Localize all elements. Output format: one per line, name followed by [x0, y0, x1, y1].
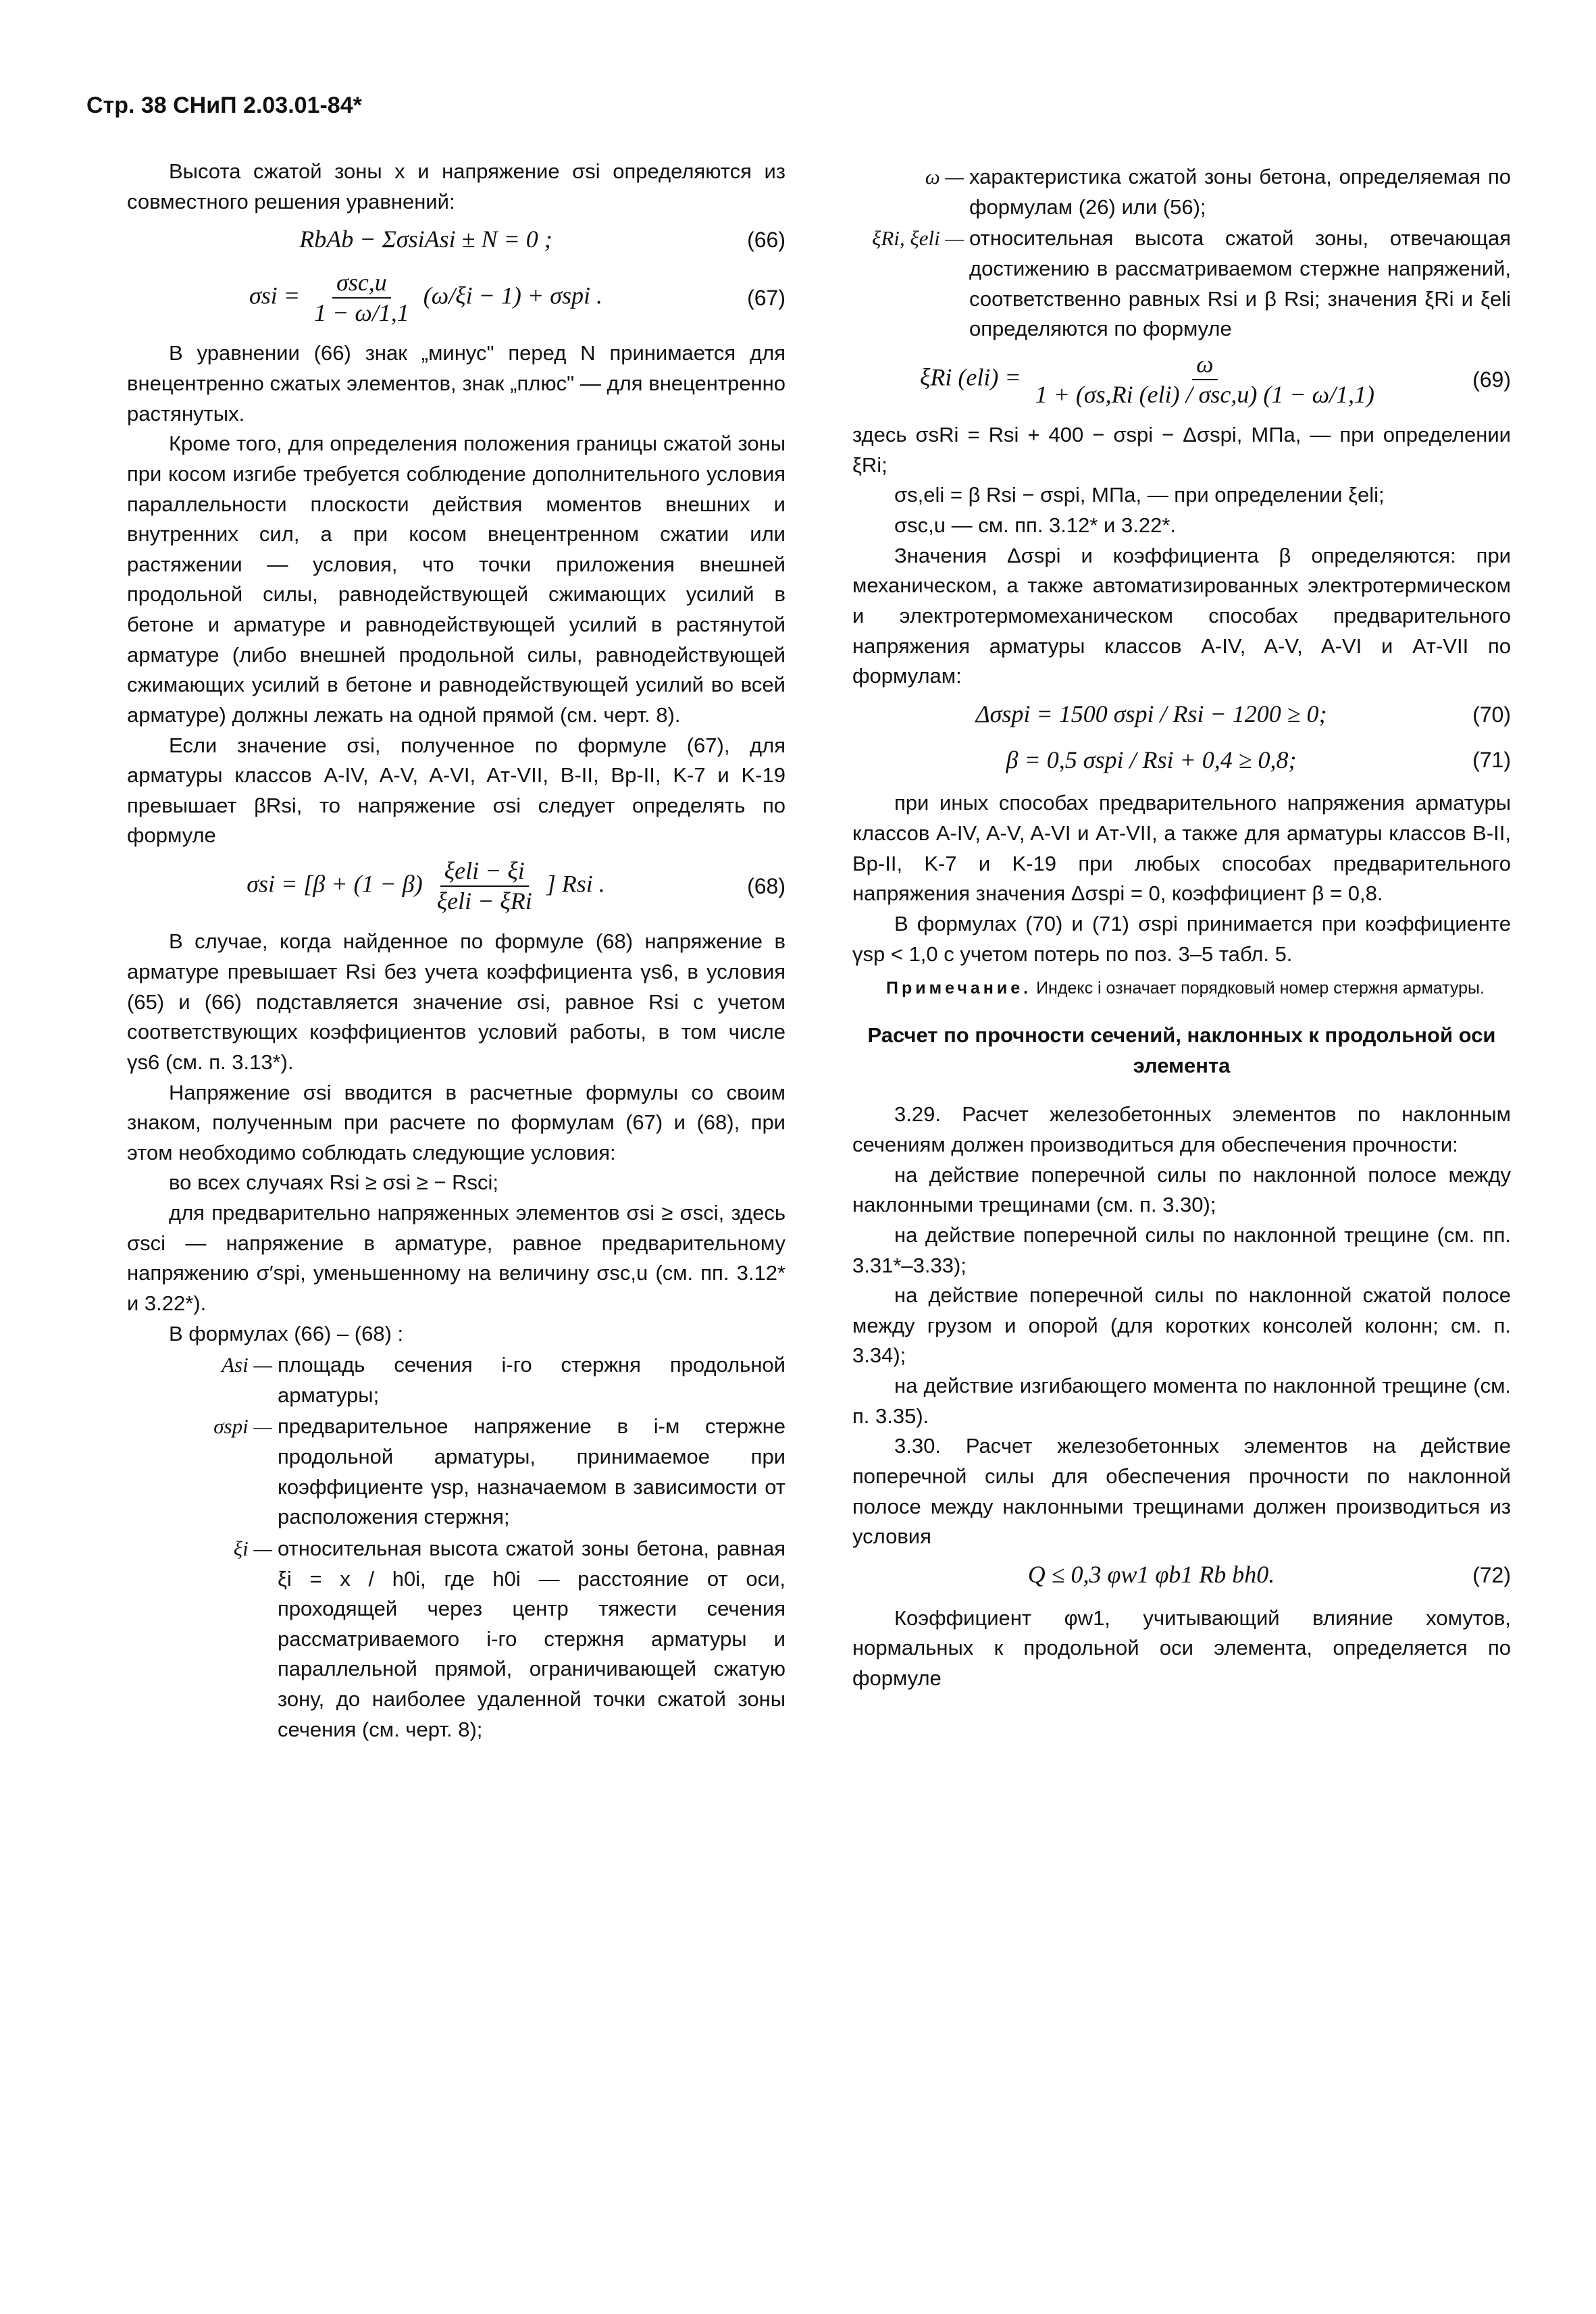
paragraph: В формулах (66) – (68) : — [169, 1321, 404, 1345]
definition-symbol: ξi — — [233, 1536, 272, 1560]
fraction-denominator: ξeli − ξRi — [436, 888, 532, 915]
note-label: Примечание. — [886, 979, 1032, 998]
fraction — [433, 856, 536, 916]
paragraph: здесь σsRi = Rsi + 400 − σspi − Δσspi, МПа, — при определении ξRi; — [852, 423, 1511, 477]
formula-lhs: σsi = — [247, 870, 298, 898]
fraction-numerator: σsc,u — [332, 268, 391, 299]
fraction-denominator: 1 − ω/1,1 — [314, 299, 409, 327]
formula-72 — [852, 1558, 1511, 1593]
fraction — [310, 268, 413, 328]
definition-item — [127, 1350, 786, 1410]
formula-67 — [127, 268, 786, 328]
paragraph: Коэффициент φw1, учитывающий влияние хомутов, нормальных к продольной оси элемента, определяется по формуле — [852, 1605, 1511, 1690]
definition-symbol: Asi — — [222, 1353, 272, 1377]
definition-item — [127, 1534, 786, 1745]
formula-66 — [127, 222, 786, 257]
section-heading: Расчет по прочности сечений, наклонных к продольной оси элемента — [867, 1023, 1496, 1077]
formula-69 — [852, 350, 1511, 409]
definition-symbol: σspi — — [213, 1414, 272, 1439]
formula-number: (70) — [1472, 702, 1511, 727]
formula-part: [β + (1 − β) — [303, 870, 423, 898]
paragraph: Кроме того, для определения положения границы сжатой зоны при косом изгибе требуется соблюдение дополнительного условия параллельности плоскости действия моментов внешних и внутренних сил, а при косом внецентренном сжатии или растяжении — условия, что точки приложения внешней продольной силы, равнодействующей сжимающих усилий в бетоне и арматуре и равнодействующей усилий в растянутой арматуре (либо внешней продольной силы, равнодействующей сжимающих усилий в бетоне и равнодействующей усилий во всей арматуре) должны лежать на одной прямой (см. черт. 8). — [127, 432, 786, 727]
formula-number: (72) — [1472, 1562, 1511, 1587]
fraction — [1031, 350, 1379, 409]
page-header: Стр. 38 СНиП 2.03.01-84* — [86, 93, 362, 118]
fraction-numerator: ξeli − ξi — [440, 856, 529, 887]
formula-expression: Q ≤ 0,3 φw1 φb1 Rb bh0. — [1027, 1560, 1275, 1588]
formula-71 — [852, 743, 1511, 778]
formula-68 — [127, 856, 786, 916]
paragraph: для предварительно напряженных элементов σsi ≥ σsci, здесь σsci — напряжение в арматуре, равное предварительному напряжению σ′spi, уменьшенному на величину σsc,u (см. пп. 3.12* и 3.22*). — [127, 1201, 786, 1315]
list-item: на действие поперечной силы по наклонной полосе между наклонными трещинами (см. п. 3.30); — [852, 1162, 1511, 1217]
formula-expression: RbAb − ΣσsiAsi ± N = 0 ; — [299, 226, 552, 253]
formula-number: (71) — [1472, 748, 1511, 773]
paragraph: Высота сжатой зоны x и напряжение σsi определяются из совместного решения уравнений: — [127, 159, 786, 213]
paragraph: Напряжение σsi вводится в расчетные формулы со своим знаком, полученным при расчете по формулам (67) и (68), при этом необходимо соблюдать следующие условия: — [127, 1080, 786, 1164]
paragraph: во всех случаях Rsi ≥ σsi ≥ − Rsci; — [169, 1171, 499, 1195]
formula-70 — [852, 697, 1511, 732]
formula-part: ] Rsi . — [546, 870, 605, 898]
paragraph: σsc,u — см. пп. 3.12* и 3.22*. — [894, 513, 1177, 537]
formula-number: (68) — [747, 874, 786, 899]
fraction-denominator: 1 + (σs,Ri (eli) / σsc,u) (1 − ω/1,1) — [1035, 380, 1375, 408]
formula-number: (67) — [747, 286, 786, 311]
formula-lhs: ξRi (eli) = — [919, 363, 1021, 391]
right-column — [852, 161, 1511, 1693]
definition-item — [852, 162, 1511, 222]
paragraph: Значения Δσspi и коэффициента β определяются: при механическом, а также автоматизированных электротермическом и электротермомеханическом способах предварительного напряжения арматуры классов A-IV, A-V, A-VI и Aт-VII по формулам: — [852, 543, 1511, 688]
formula-expression — [852, 350, 1450, 409]
definition-text: предварительное напряжение в i-м стержне продольной арматуры, принимаемое при коэффициенте γsp, назначаемом в зависимости от расположения стержня; — [278, 1414, 786, 1529]
list-item: на действие поперечной силы по наклонной сжатой полосе между грузом и опорой (для коротких консолей колонн; см. п. 3.34); — [852, 1283, 1511, 1368]
note — [852, 976, 1511, 1000]
formula-lhs: σsi = — [249, 282, 301, 309]
definition-text: относительная высота сжатой зоны бетона, равная ξi = x / h0i, где h0i — расстояние от оси, проходящей через центр тяжести сечения рассматриваемого i-го стержня арматуры и параллельной прямой, ограничивающей сжатую зону, до наиболее удаленной точки сжатой зоны сечения (см. черт. 8); — [278, 1536, 786, 1741]
paragraph: 3.30. Расчет железобетонных элементов на действие поперечной силы для обеспечения прочности по наклонной полосе между наклонными трещинами должен производиться из условия — [852, 1434, 1511, 1549]
definition-symbol: ξRi, ξeli — — [872, 226, 964, 251]
formula-rest: (ω/ξi − 1) + σspi . — [423, 282, 602, 309]
definition-symbol: ω — — [925, 165, 964, 188]
note-text: Индекс i означает порядковый номер стержня арматуры. — [1036, 979, 1485, 998]
formula-expression: Δσspi = 1500 σspi / Rsi − 1200 ≥ 0; — [975, 700, 1327, 727]
definition-text: характеристика сжатой зоны бетона, определяемая по формулам (26) или (56); — [969, 165, 1511, 219]
paragraph: В формулах (70) и (71) σspi принимается при коэффициенте γsp < 1,0 с учетом потерь по поз. 3–5 табл. 5. — [852, 911, 1511, 966]
formula-number: (69) — [1472, 367, 1511, 392]
definition-item — [127, 1412, 786, 1533]
list-item: на действие поперечной силы по наклонной трещине (см. пп. 3.31*–3.33); — [852, 1223, 1511, 1277]
paragraph: Если значение σsi, полученное по формуле (67), для арматуры классов A-IV, A-V, A-VI, Aт-VII, B-II, Вр-II, K-7 и K-19 превышает βRsi, то напряжение σsi следует определять по формуле — [127, 733, 786, 848]
formula-expression — [127, 268, 725, 328]
fraction-numerator: ω — [1192, 350, 1217, 380]
paragraph: В случае, когда найденное по формуле (68) напряжение в арматуре превышает Rsi без учета коэффициента γs6, в условия (65) и (66) подставляется значение σsi, равное Rsi с учетом соответствующих коэффициентов условий работы, в том числе γs6 (см. п. 3.13*). — [127, 929, 786, 1074]
formula-expression: β = 0,5 σspi / Rsi + 0,4 ≥ 0,8; — [1006, 746, 1297, 773]
definition-text: относительная высота сжатой зоны, отвечающая достижению в рассматриваемом стержне напряжений, соответственно равных Rsi и β Rsi; значения ξRi и ξeli определяются по формуле — [969, 226, 1511, 341]
left-column — [127, 157, 786, 1746]
paragraph: при иных способах предварительного напряжения арматуры классов A-IV, A-V, A-VI и Aт-VII, а также для арматуры классов B-II, Bр-II, K-7 и K-19 при любых способах предварительного напряжения значения Δσspi = 0, коэффициент β = 0,8. — [852, 791, 1511, 906]
formula-expression — [127, 856, 725, 916]
paragraph: 3.29. Расчет железобетонных элементов по наклонным сечениям должен производиться для обеспечения прочности: — [852, 1102, 1511, 1157]
definition-item — [852, 224, 1511, 344]
paragraph: В уравнении (66) знак „минус" перед N принимается для внецентренно сжатых элементов, знак „плюс" — для внецентренно растянутых. — [127, 341, 786, 426]
list-item: на действие изгибающего момента по наклонной трещине (см. п. 3.35). — [852, 1374, 1511, 1428]
definition-text: площадь сечения i-го стержня продольной арматуры; — [278, 1353, 786, 1407]
formula-number: (66) — [747, 228, 786, 253]
paragraph: σs,eli = β Rsi − σspi, МПа, — при определении ξeli; — [894, 483, 1385, 507]
